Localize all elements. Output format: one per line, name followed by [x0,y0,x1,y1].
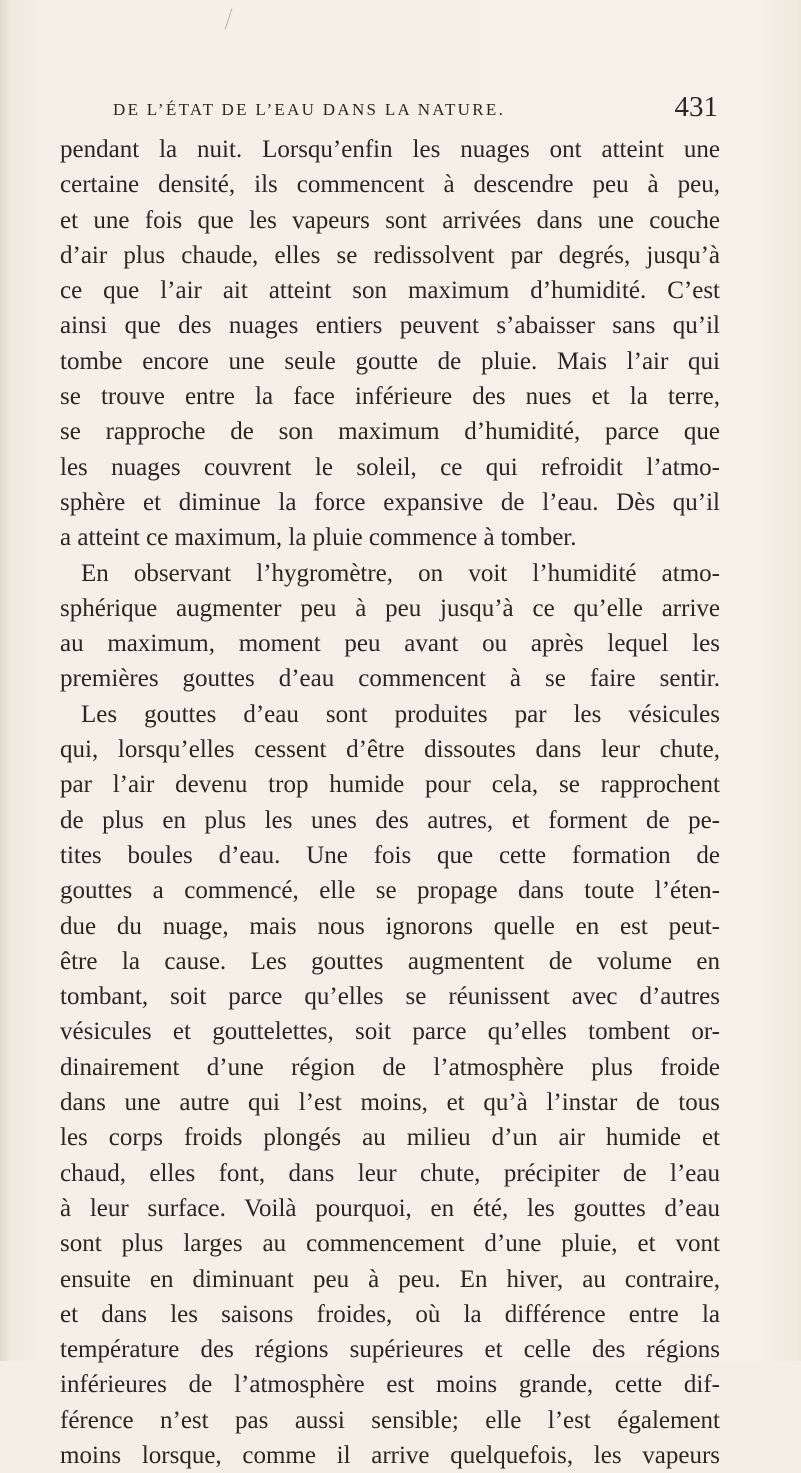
text-line: sphère et diminue la force expansive de l’eau. Dès qu’il [60,488,720,516]
text-line: due du nuage, mais nous ignorons quelle en est peut- [60,912,720,940]
text-line: certaine densité, ils commencent à descendre peu à peu, [60,171,720,199]
text-line: tites boules d’eau. Une fois que cette formation de [60,841,720,869]
stray-pencil-mark [225,8,233,29]
text-line: de plus en plus les unes des autres, et forment de pe- [60,806,720,834]
text-line: gouttes a commencé, elle se propage dans toute l’éten- [60,877,720,905]
text-line: inférieures de l’atmosphère est moins grande, cette dif- [60,1371,720,1399]
text-line: chaud, elles font, dans leur chute, précipiter de l’eau [60,1159,720,1187]
text-line: ainsi que des nuages entiers peuvent s’abaisser sans qu’il [60,312,720,340]
text-line: d’air plus chaude, elles se redissolvent par degrés, jusqu’à [60,241,720,269]
running-head-title: DE L’ÉTAT DE L’EAU DANS LA NATURE. [113,100,506,119]
text-line: ensuite en diminuant peu à peu. En hiver, au contraire, [60,1265,720,1293]
text-line: et dans les saisons froides, où la différence entre la [60,1300,720,1328]
text-line: premières gouttes d’eau commencent à se faire sentir. [60,665,720,693]
text-line: tombant, soit parce qu’elles se réunissent avec d’autres [60,983,720,1011]
text-line: température des régions supérieures et celle des régions [60,1336,720,1364]
text-line: se trouve entre la face inférieure des nues et la terre, [60,383,720,411]
text-line: les nuages couvrent le soleil, ce qui refroidit l’atmo- [60,453,720,481]
text-line: ce que l’air ait atteint son maximum d’humidité. C’est [60,277,720,305]
text-line: par l’air devenu trop humide pour cela, se rapprochent [60,771,720,799]
text-line: dans une autre qui l’est moins, et qu’à l’instar de tous [60,1089,720,1117]
gutter-shadow [0,0,10,1361]
text-line: les corps froids plongés au milieu d’un air humide et [60,1124,720,1152]
page-number: 431 [674,91,718,123]
text-line: et une fois que les vapeurs sont arrivées dans une couche [60,206,720,234]
text-line: dinairement d’une région de l’atmosphère plus froide [60,1053,720,1081]
running-head [113,90,718,130]
text-line: au maximum, moment peu avant ou après lequel les [60,630,720,658]
text-line: se rapproche de son maximum d’humidité, parce que [60,418,720,446]
text-line: être la cause. Les gouttes augmentent de volume en [60,947,720,975]
text-line: sphérique augmenter peu à peu jusqu’à ce qu’elle arrive [60,594,720,622]
body-text [60,132,720,1473]
text-line: sont plus larges au commencement d’une pluie, et vont [60,1230,720,1258]
text-line: Les gouttes d’eau sont produites par les vésicules [81,700,720,728]
text-line: tombe encore une seule goutte de pluie. Mais l’air qui [60,347,720,375]
text-line: vésicules et gouttelettes, soit parce qu’elles tombent or- [60,1018,720,1046]
text-line: qui, lorsqu’elles cessent d’être dissoutes dans leur chute, [60,736,720,764]
text-line: moins lorsque, comme il arrive quelquefois, les vapeurs [60,1441,720,1469]
text-line: à leur surface. Voilà pourquoi, en été, les gouttes d’eau [60,1194,720,1222]
text-line: En observant l’hygromètre, on voit l’humidité atmo- [81,559,720,587]
text-line: pendant la nuit. Lorsqu’enfin les nuages ont atteint une [60,136,720,163]
text-line: férence n’est pas aussi sensible; elle l’est également [60,1406,720,1434]
text-line: a atteint ce maximum, la pluie commence à tomber. [60,524,577,552]
